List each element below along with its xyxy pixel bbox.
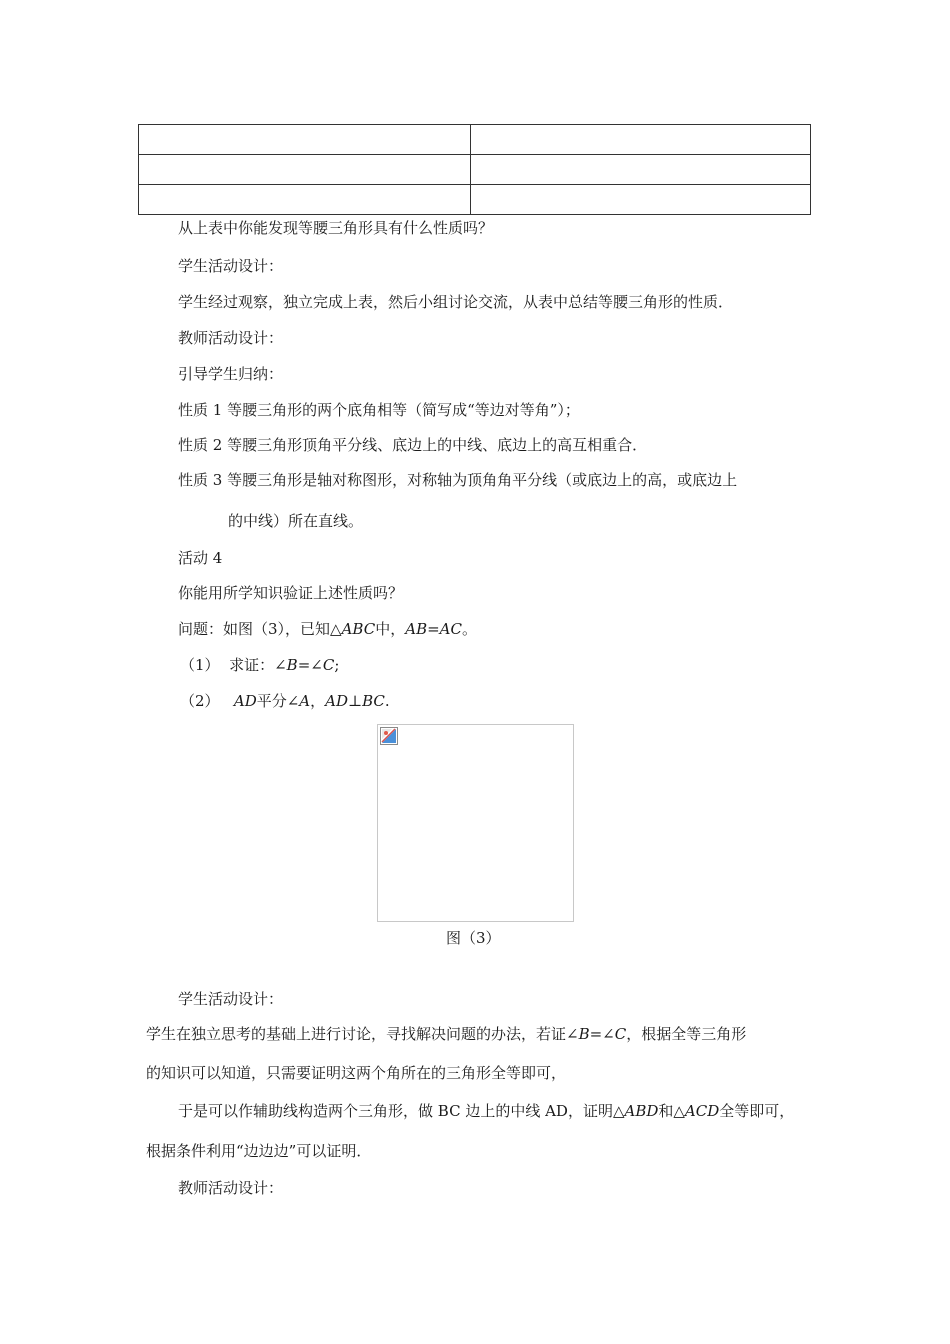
table-row (139, 125, 811, 155)
table-row (139, 155, 811, 185)
item-text: =∠ (297, 656, 323, 674)
figure-caption: 图（3） (446, 929, 501, 947)
math-ad: AD (233, 692, 257, 710)
auxiliary-text: 全等即可， (719, 1102, 795, 1120)
property-2: 性质 2 等腰三角形顶角平分线、底边上的中线、底边上的高互相重合． (178, 436, 648, 454)
auxiliary-text: 于是可以作辅助线构造两个三角形，做 BC 边上的中线 AD，证明△ (178, 1102, 625, 1120)
discussion-text: 学生在独立思考的基础上进行讨论，寻找解决问题的办法，若证∠ (146, 1025, 579, 1043)
properties-table (138, 124, 811, 215)
math-c: C (614, 1025, 627, 1043)
problem-text: 中， (375, 620, 406, 638)
item-number: （1） (180, 656, 220, 674)
student-design-heading: 学生活动设计： (178, 257, 284, 275)
discussion-text: ，根据全等三角形 (626, 1025, 747, 1043)
problem-statement (178, 619, 477, 639)
math-abd: ABD (624, 1102, 659, 1120)
item-text: ， (310, 692, 326, 710)
math-b: B (578, 1025, 590, 1043)
math-ab-eq-ac: AB=AC (405, 620, 462, 638)
property-3-continued: 的中线）所在直线。 (228, 512, 364, 530)
student-design-heading: 学生活动设计： (178, 990, 284, 1008)
table-cell (471, 125, 811, 155)
property-1: 性质 1 等腰三角形的两个底角相等（简写成“等边对等角”）； (178, 401, 580, 419)
property-3: 性质 3 等腰三角形是轴对称图形，对称轴为顶角角平分线（或底边上的高，或底边上 (178, 471, 738, 489)
question-table: 从上表中你能发现等腰三角形具有什么性质吗？ (178, 219, 494, 237)
math-a: A (299, 692, 311, 710)
math-c: C (322, 656, 335, 674)
item-text: . (384, 692, 390, 710)
table-cell (471, 185, 811, 215)
broken-image-icon (380, 727, 398, 745)
item-text: 求证：∠ (229, 656, 287, 674)
teacher-design-heading: 教师活动设计： (178, 329, 284, 347)
discussion-line-2: 的知识可以知道，只需要证明这两个角所在的三角形全等即可， (146, 1064, 567, 1082)
discussion-text: =∠ (589, 1025, 615, 1043)
figure-3-image (377, 724, 574, 922)
problem-item-2 (180, 691, 390, 711)
auxiliary-line-text (178, 1101, 794, 1121)
math-ad: AD (325, 692, 349, 710)
guide-text: 引导学生归纳： (178, 365, 284, 383)
problem-text: 。 (461, 620, 477, 638)
math-b: B (286, 656, 298, 674)
auxiliary-text: 和△ (658, 1102, 685, 1120)
math-bc: BC (362, 692, 385, 710)
math-abc: ABC (341, 620, 376, 638)
condition-text: 根据条件利用“边边边”可以证明． (146, 1142, 372, 1160)
item-number: （2） (180, 692, 220, 710)
math-acd: ACD (684, 1102, 720, 1120)
item-text: 平分∠ (256, 692, 300, 710)
student-description: 学生经过观察，独立完成上表，然后小组讨论交流，从表中总结等腰三角形的性质． (178, 293, 734, 311)
table-cell (139, 185, 471, 215)
activity-4-heading: 活动 4 (178, 549, 223, 567)
problem-text: 问题：如图（3），已知△ (178, 620, 342, 638)
table-cell (139, 125, 471, 155)
problem-item-1 (180, 655, 339, 675)
item-text: ⊥ (348, 692, 363, 710)
verify-question: 你能用所学知识验证上述性质吗？ (178, 584, 404, 602)
table-cell (139, 155, 471, 185)
teacher-design-heading: 教师活动设计： (178, 1179, 284, 1197)
item-text: ; (334, 656, 340, 674)
table-row (139, 185, 811, 215)
discussion-line-1 (146, 1024, 746, 1044)
table-cell (471, 155, 811, 185)
